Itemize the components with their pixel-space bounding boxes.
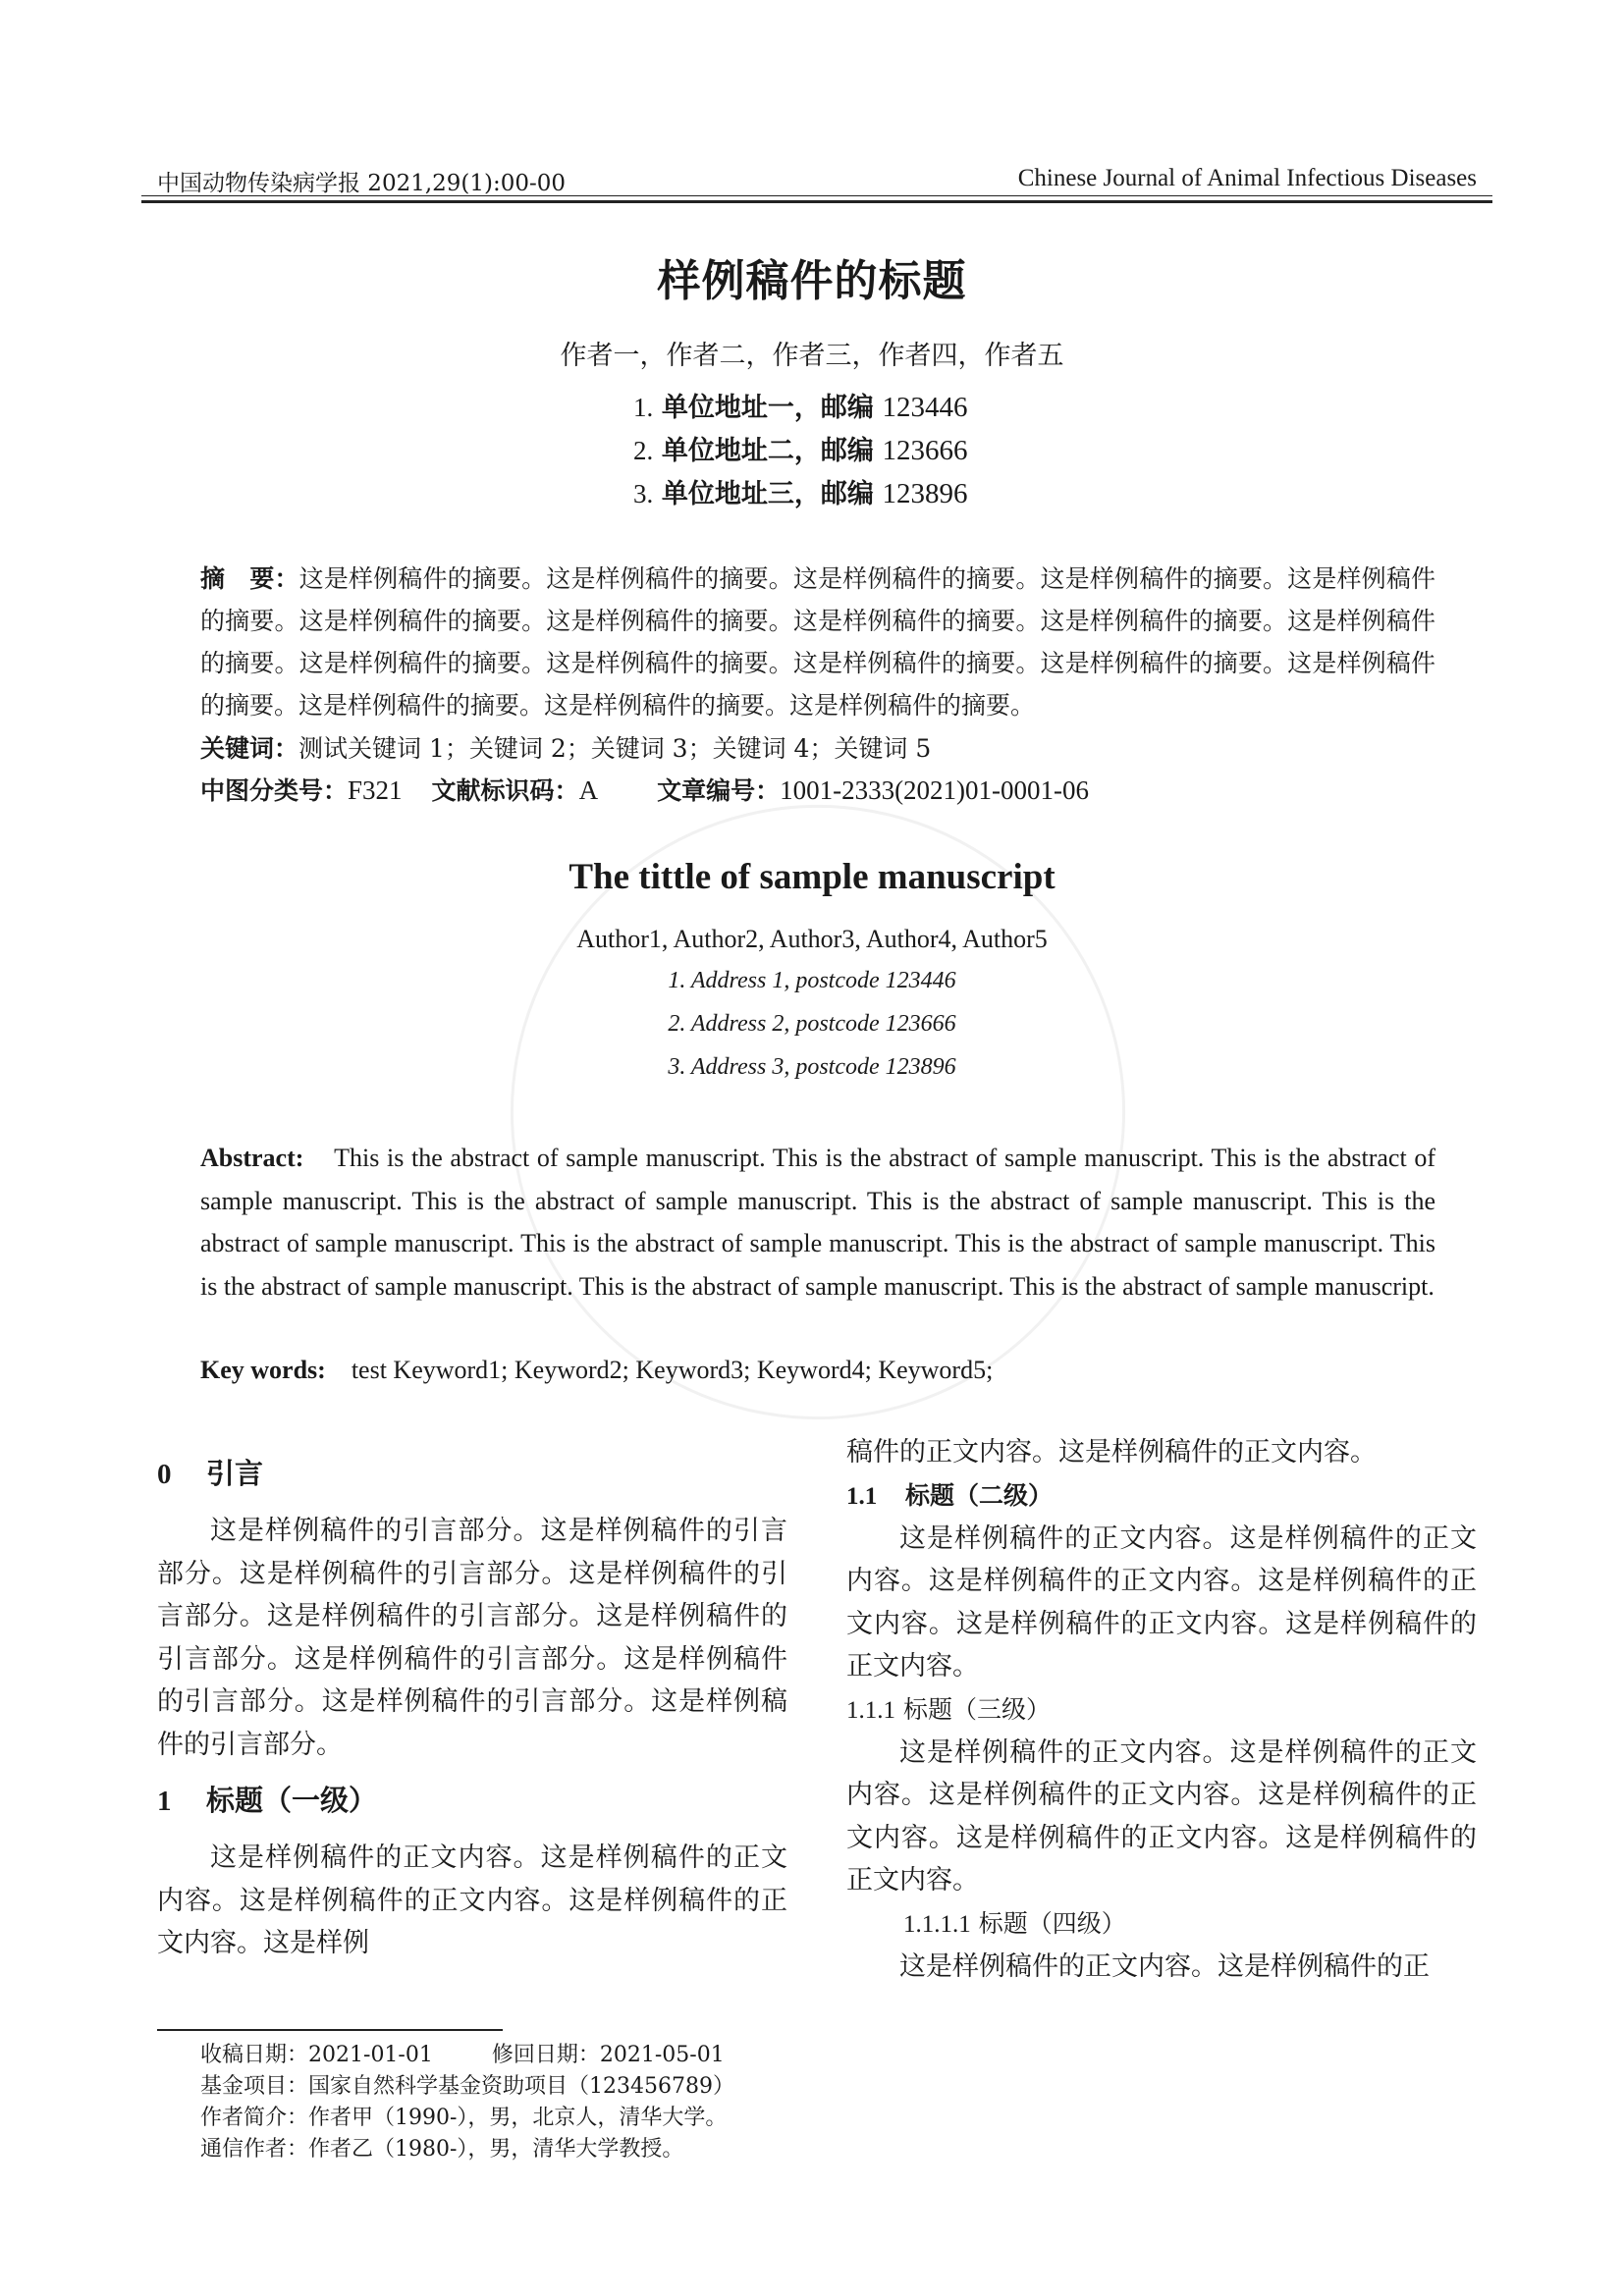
classification-line	[200, 770, 1089, 812]
footnote-fund: 基金项目：国家自然科学基金资助项目（123456789）	[200, 2074, 734, 2099]
header-rule-thin	[141, 195, 1492, 196]
abstract-label: 摘 要：	[200, 564, 299, 593]
footnote-author-bio: 作者简介：作者甲（1990-），男，北京人，清华大学。	[200, 2106, 728, 2130]
keywords-text-en: test Keyword1; Keyword2; Keyword3; Keyword4; Keyword5;	[351, 1356, 994, 1384]
section-paragraph: 这是样例稿件的正文内容。这是样例稿件的正文内容。这是样例稿件的正文内容。这是样例稿件的正文内容。这是样例	[157, 1842, 787, 1958]
clc-label: 中图分类号：	[200, 776, 349, 805]
english-affiliation: 2. Address 2, postcode 123666	[668, 1011, 956, 1037]
watermark-logo	[390, 684, 1246, 1540]
journal-name-en: Chinese Journal of Animal Infectious Diseases	[1017, 165, 1477, 191]
keywords-label-en: Key words:	[200, 1356, 326, 1384]
section-paragraph: 这是样例稿件的正文内容。这是样例稿件的正	[899, 1950, 1430, 1982]
section-heading: 0 引言	[157, 1457, 264, 1490]
chinese-keywords	[200, 727, 931, 770]
paragraph-heading: 1.1.1.1 标题（四级）	[903, 1908, 1126, 1938]
abstract-text: 这是样例稿件的摘要。这是样例稿件的摘要。这是样例稿件的摘要。这是样例稿件的摘要。这是样例稿件的摘要。这是样例稿件的摘要。这是样例稿件的摘要。这是样例稿件的摘要。这是样例稿件的摘要。这是样例稿件的摘要。这是样例稿件的摘要。这是样例稿件的摘要。这是样例稿件的摘要。这是样例稿件的摘要。这是样例稿件的摘要。这是样例稿件的摘要。这是样例稿件的摘要。这是样例稿件的摘要。	[200, 564, 1435, 720]
english-title: The tittle of sample manuscript	[568, 857, 1056, 897]
running-header	[157, 165, 1477, 194]
chinese-affiliation: 2. 单位地址二，邮编 123666	[633, 435, 968, 466]
abstract-label-en: Abstract:	[200, 1144, 304, 1172]
footnote-rule	[157, 2029, 503, 2031]
chinese-affiliation: 1. 单位地址一，邮编 123446	[633, 392, 968, 423]
body-column-left	[157, 1453, 787, 1965]
article-no-value: 1001-2333(2021)01-0001-06	[780, 775, 1090, 805]
abstract-text-en: This is the abstract of sample manuscript. This is the abstract of sample manuscript. This is the abstract of sample manuscript. This is the abstract of sample manuscript. This is the abstract of sample manuscript. This is the abstract of sample manuscript. This is the abstract of sample manuscript. This is the abstract of sample manuscript. This is the abstract of sample manuscript. This is the abstract of sample manuscript. This is the abstract of sample manuscript.	[200, 1144, 1435, 1301]
english-abstract	[200, 1137, 1435, 1308]
header-rule-thick	[141, 200, 1492, 203]
footnote-corresponding: 通信作者：作者乙（1980-），男，清华大学教授。	[200, 2137, 684, 2162]
body-column-right	[846, 1431, 1477, 1988]
english-keywords	[200, 1349, 993, 1391]
chinese-title: 样例稿件的标题	[657, 256, 967, 306]
footnote-dates: 收稿日期：2021-01-01 修回日期：2021-05-01	[200, 2043, 725, 2067]
journal-citation: 中国动物传染病学报 2021,29(1):00-00	[157, 171, 567, 196]
clc-value: F321	[348, 775, 403, 805]
article-no-label: 文章编号：	[657, 776, 781, 805]
english-authors: Author1, Author2, Author3, Author4, Author5	[576, 925, 1048, 953]
english-affiliation: 3. Address 3, postcode 123896	[668, 1054, 956, 1080]
chinese-abstract	[200, 558, 1435, 726]
section-paragraph: 这是样例稿件的引言部分。这是样例稿件的引言部分。这是样例稿件的引言部分。这是样例稿件的引言部分。这是样例稿件的引言部分。这是样例稿件的引言部分。这是样例稿件的引言部分。这是样例稿件的引言部分。这是样例稿件的引言部分。这是样例稿件的引言部分。	[157, 1516, 787, 1760]
subsubsection-heading: 1.1.1 标题（三级）	[846, 1694, 1051, 1724]
section-paragraph: 这是样例稿件的正文内容。这是样例稿件的正文内容。这是样例稿件的正文内容。这是样例稿件的正文内容。这是样例稿件的正文内容。这是样例稿件的正文内容。	[846, 1522, 1477, 1682]
doc-code-label: 文献标识码：	[431, 776, 579, 805]
section-paragraph: 这是样例稿件的正文内容。这是样例稿件的正文内容。这是样例稿件的正文内容。这是样例稿件的正文内容。这是样例稿件的正文内容。这是样例稿件的正文内容。	[846, 1736, 1477, 1896]
section-heading: 1 标题（一级）	[157, 1784, 378, 1817]
footnotes	[200, 2040, 734, 2165]
section-paragraph-continued: 稿件的正文内容。这是样例稿件的正文内容。	[846, 1437, 1377, 1468]
keywords-label: 关键词：	[200, 734, 299, 763]
chinese-affiliation: 3. 单位地址三，邮编 123896	[633, 478, 968, 509]
english-affiliation: 1. Address 1, postcode 123446	[668, 968, 956, 993]
doc-code-value: A	[578, 775, 599, 805]
subsection-heading: 1.1 标题（二级）	[846, 1480, 1054, 1510]
keywords-text: 测试关键词 1；关键词 2；关键词 3；关键词 4；关键词 5	[298, 734, 932, 763]
chinese-authors: 作者一，作者二，作者三，作者四，作者五	[560, 341, 1064, 371]
